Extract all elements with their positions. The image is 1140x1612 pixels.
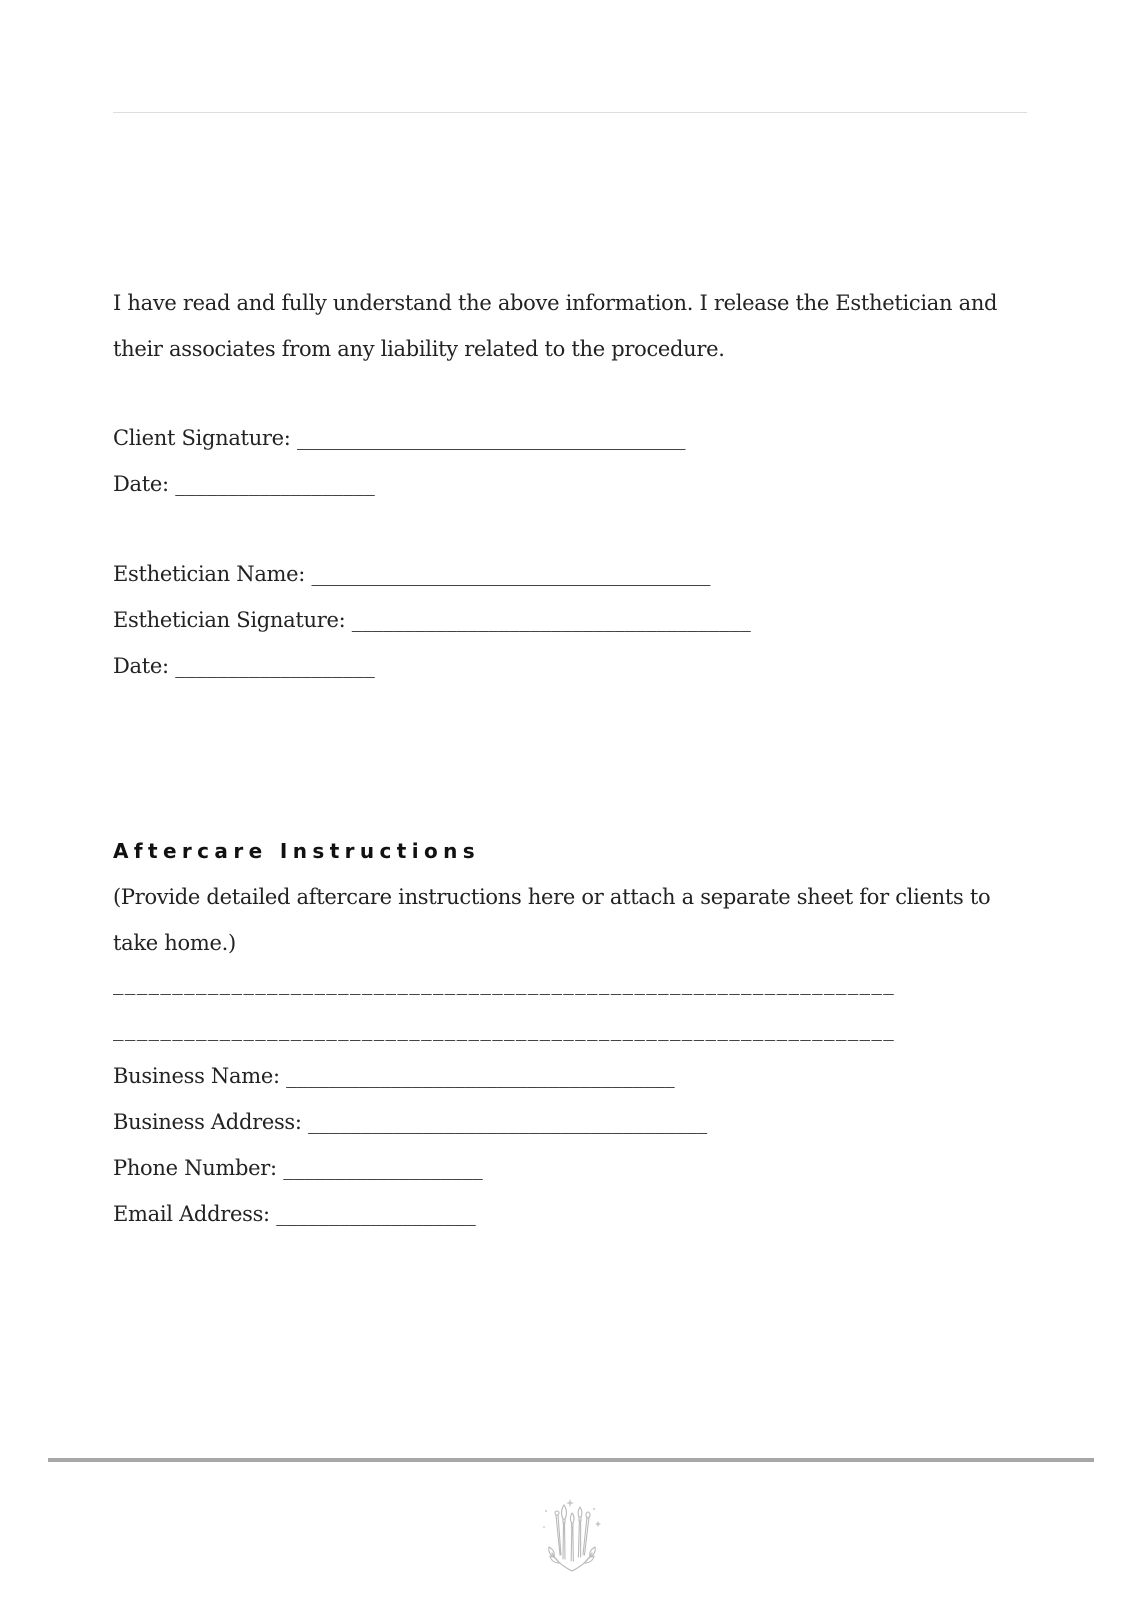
esthetician-signature-label: Esthetician Signature: [113, 608, 346, 632]
footer-divider [48, 1458, 1094, 1462]
business-address-field[interactable]: ______________________________________ [308, 1110, 708, 1134]
phone-number-label: Phone Number: [113, 1156, 277, 1180]
esthetician-name-row [113, 551, 1033, 597]
esthetician-date-row [113, 643, 1033, 689]
business-name-row [113, 1053, 1033, 1099]
consent-paragraph [113, 280, 1033, 372]
esthetician-name-field[interactable]: ______________________________________ [311, 562, 711, 586]
consent-line-1: I have read and fully understand the above information. I release the Esthetician and [113, 291, 998, 315]
phone-number-field[interactable]: ___________________ [283, 1156, 483, 1180]
email-address-row [113, 1191, 1033, 1237]
business-info-block [113, 1053, 1033, 1237]
email-address-label: Email Address: [113, 1202, 270, 1226]
esthetician-date-field[interactable]: ___________________ [175, 654, 375, 678]
aftercare-blank-line-1[interactable]: __________________________________________________________________ [113, 971, 896, 995]
aftercare-desc-line-1: (Provide detailed aftercare instructions here or attach a separate sheet for clients to [113, 885, 991, 909]
esthetician-signature-field[interactable]: ______________________________________ [351, 608, 751, 632]
email-address-field[interactable]: ___________________ [276, 1202, 476, 1226]
client-date-label: Date: [113, 472, 169, 496]
business-address-row [113, 1099, 1033, 1145]
client-date-field[interactable]: ___________________ [175, 472, 375, 496]
client-signature-label: Client Signature: [113, 426, 291, 450]
esthetician-block [113, 551, 1033, 689]
business-name-field[interactable]: _____________________________________ [286, 1064, 675, 1088]
client-date-row [113, 461, 1033, 507]
consent-line-2: their associates from any liability related to the procedure. [113, 337, 725, 361]
top-divider [113, 112, 1027, 113]
client-signature-row [113, 415, 1033, 461]
aftercare-description [113, 874, 1033, 966]
esthetician-signature-row [113, 597, 1033, 643]
business-name-label: Business Name: [113, 1064, 280, 1088]
esthetician-date-label: Date: [113, 654, 169, 678]
phone-number-row [113, 1145, 1033, 1191]
esthetician-name-label: Esthetician Name: [113, 562, 306, 586]
business-address-label: Business Address: [113, 1110, 302, 1134]
aftercare-blank-line-2[interactable]: __________________________________________________________________ [113, 1017, 896, 1041]
client-signature-block [113, 415, 1033, 507]
aftercare-desc-line-2: take home.) [113, 931, 236, 955]
client-signature-field[interactable]: _____________________________________ [296, 426, 686, 450]
makeup-brushes-logo-icon [536, 1497, 608, 1573]
aftercare-heading: Aftercare Instructions [113, 839, 481, 863]
aftercare-blank-lines [113, 960, 1033, 1052]
